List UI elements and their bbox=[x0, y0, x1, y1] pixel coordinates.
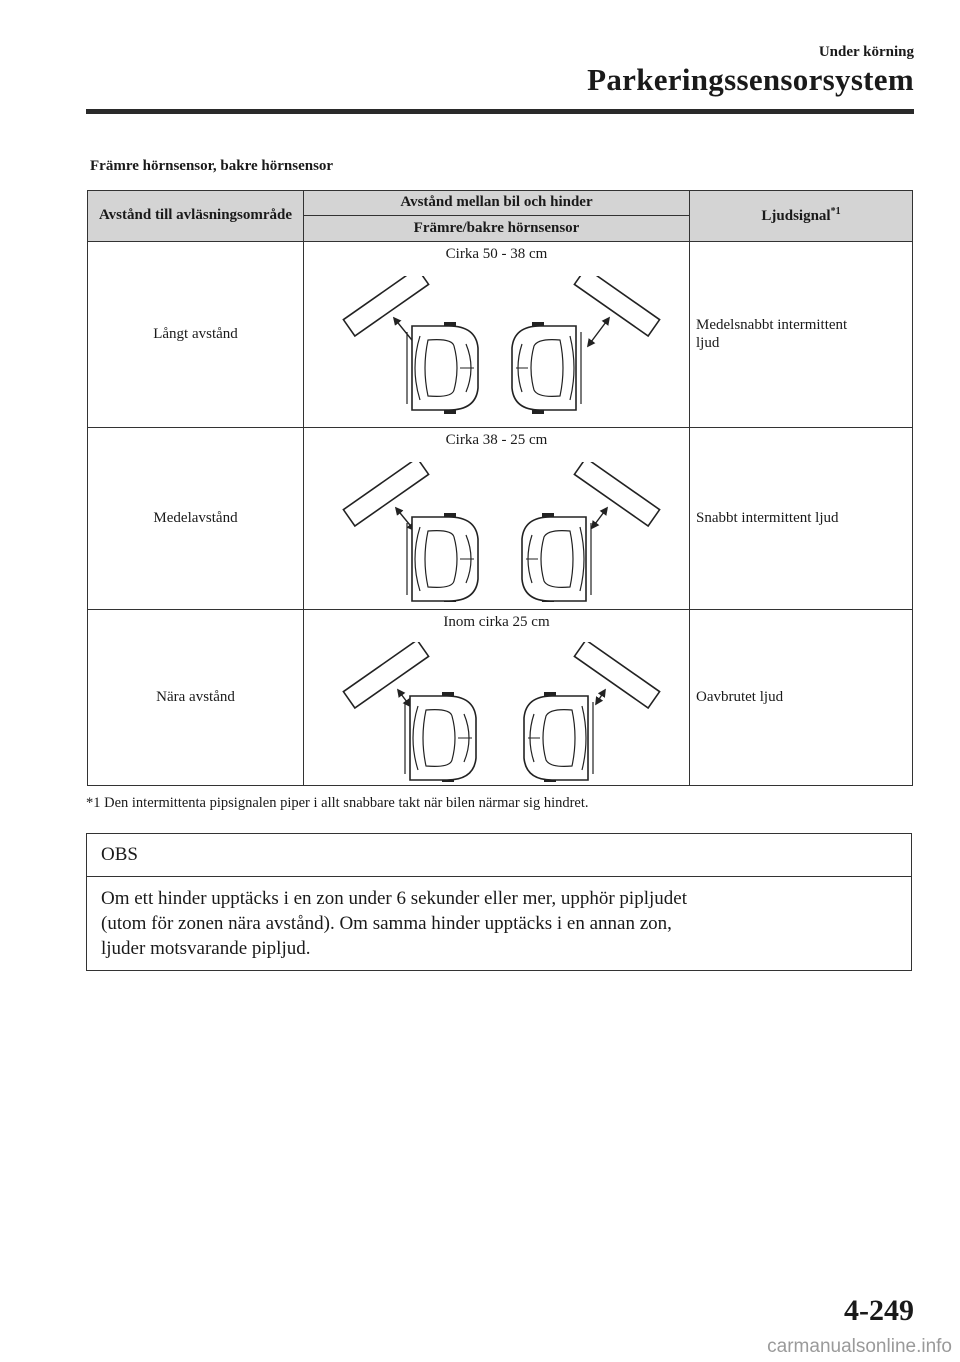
header-signal bbox=[690, 191, 913, 242]
distance-cell bbox=[304, 610, 690, 786]
sub-heading: Främre hörnsensor, bakre hörnsensor bbox=[90, 158, 334, 174]
table-row bbox=[88, 610, 913, 786]
zone-cell: Medelavstånd bbox=[88, 428, 304, 610]
footnote-ref: *1 bbox=[830, 206, 841, 218]
signal-cell: Medelsnabbt intermittent ljud bbox=[690, 242, 913, 428]
header-distance-sub: Främre/bakre hörnsensor bbox=[304, 216, 690, 242]
note-title: OBS bbox=[87, 834, 911, 877]
note-text bbox=[87, 877, 911, 961]
distance-label: Cirka 50 - 38 cm bbox=[445, 246, 548, 262]
note-line: (utom för zonen nära avstånd). Om samma hinder upptäcks i en annan zon, bbox=[101, 913, 672, 934]
sensor-distance-table bbox=[87, 190, 913, 786]
header-zone: Avstånd till avläsningsområde bbox=[88, 191, 304, 242]
distance-label: Inom cirka 25 cm bbox=[443, 614, 550, 630]
page-title: Parkeringssensorsystem bbox=[587, 62, 914, 97]
zone-cell: Långt avstånd bbox=[88, 242, 304, 428]
corner-sensor-diagram-medium bbox=[334, 462, 664, 602]
table-row bbox=[88, 428, 913, 610]
zone-cell: Nära avstånd bbox=[88, 610, 304, 786]
watermark: carmanualsonline.info bbox=[767, 1336, 952, 1357]
header-signal-label: Ljudsignal bbox=[761, 208, 831, 225]
distance-cell bbox=[304, 428, 690, 610]
distance-label: Cirka 38 - 25 cm bbox=[445, 432, 548, 448]
corner-sensor-diagram-long bbox=[334, 276, 664, 416]
note-line: Om ett hinder upptäcks i en zon under 6 sekunder eller mer, upphör pipljudet bbox=[101, 888, 687, 909]
section-name: Under körning bbox=[818, 44, 914, 60]
signal-cell: Snabbt intermittent ljud bbox=[690, 428, 913, 610]
table-row bbox=[88, 242, 913, 428]
header-rule bbox=[86, 109, 914, 114]
note-line: ljuder motsvarande pipljud. bbox=[101, 938, 311, 959]
header-distance: Avstånd mellan bil och hinder bbox=[304, 191, 690, 216]
page-number: 4-249 bbox=[844, 1294, 914, 1327]
corner-sensor-diagram-near bbox=[334, 642, 664, 782]
signal-cell: Oavbrutet ljud bbox=[690, 610, 913, 786]
distance-cell bbox=[304, 242, 690, 428]
footnote: *1 Den intermittenta pipsignalen piper i allt snabbare takt när bilen närmar sig hindret. bbox=[86, 795, 589, 811]
note-box bbox=[86, 833, 912, 971]
